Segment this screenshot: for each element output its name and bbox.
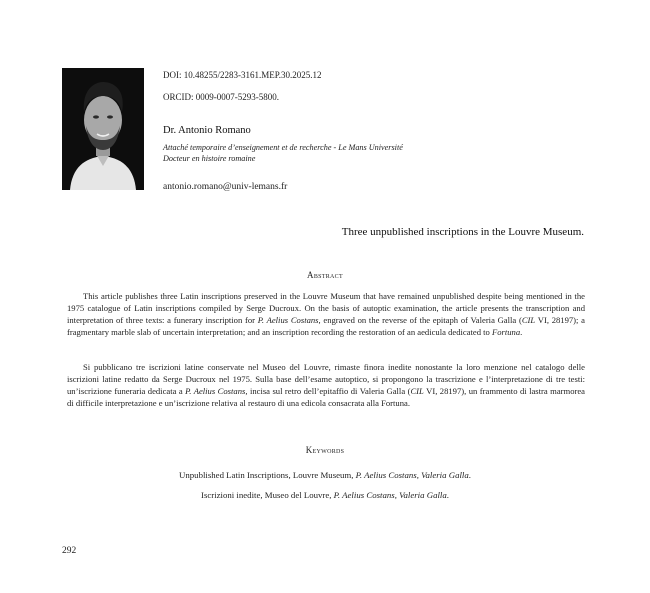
page-number: 292 (62, 546, 77, 556)
author-email[interactable]: antonio.romano@univ-lemans.fr (163, 182, 288, 192)
doi: DOI: 10.48255/2283-3161.MEP.30.2025.12 (163, 70, 322, 80)
orcid: ORCID: 0009-0007-5293-5800. (163, 92, 279, 102)
keywords-english: Unpublished Latin Inscriptions, Louvre Museum, P. Aelius Costans, Valeria Galla. (179, 470, 471, 480)
author-degree: Docteur en histoire romaine (163, 154, 256, 163)
author-photo (62, 68, 144, 190)
abstract-italian: Si pubblicano tre iscrizioni latine conservate nel Museo del Louvre, rimaste finora inedite nonostante la loro menzione nel catalogo delle iscrizioni latine redatto da Serge Ducroux nel 1975. Sulla base dell’esame autoptico, si propongono la trascrizione e l’interpretazione di tre testi: un’iscrizione funeraria dedicata a P. Aelius Costans, incisa sul retro dell’epitaffio di Valeria Galla (CIL VI, 28197), un frammento di lastra marmorea di difficile interpretazione e un’iscrizione relativa al restauro di una edicola consacrata alla Fortuna. (67, 362, 585, 408)
abstract-english: This article publishes three Latin inscriptions preserved in the Louvre Museum that have remained unpublished despite being mentioned in the 1975 catalogue of Latin inscriptions compiled by Serge Ducroux. On the basis of autoptic examination, the article presents the transcription and interpretation of three texts: a funerary inscription for P. Aelius Costans, engraved on the reverse of the epitaph of Valeria Galla (CIL VI, 28197); a fragmentary marble slab of uncertain interpretation; and an inscription recording the restoration of an aedicula dedicated to Fortuna. (67, 291, 585, 337)
keywords-italian: Iscrizioni inedite, Museo del Louvre, P. Aelius Costans, Valeria Galla. (201, 490, 449, 500)
author-affiliation: Attaché temporaire d’enseignement et de recherche - Le Mans Université (163, 143, 403, 152)
author-name: Dr. Antonio Romano (163, 125, 251, 136)
article-title: Three unpublished inscriptions in the Louvre Museum. (341, 226, 584, 238)
abstract-heading: Abstract (307, 270, 343, 280)
author-portrait-image (62, 68, 144, 190)
keywords-heading: Keywords (305, 445, 345, 455)
